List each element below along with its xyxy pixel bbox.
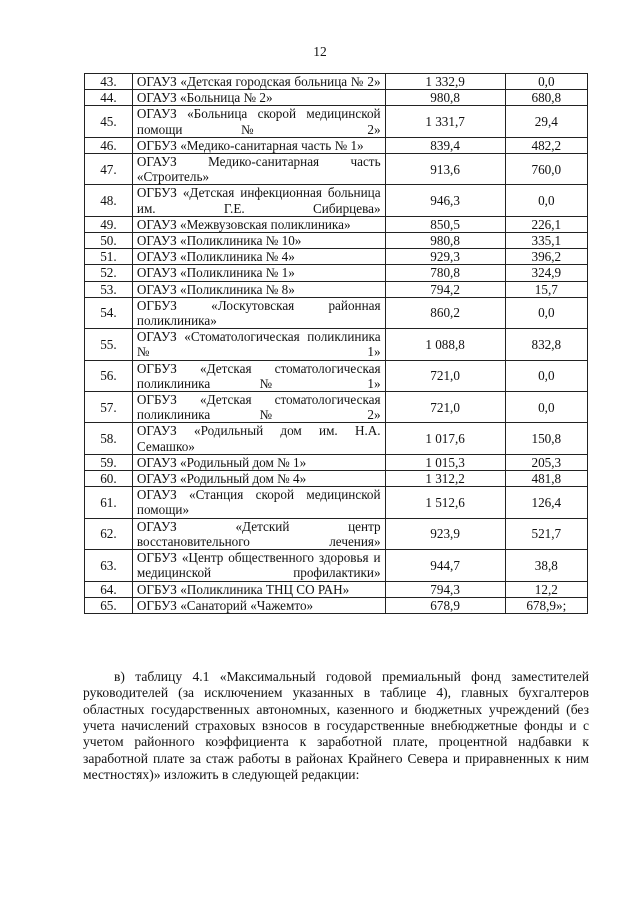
table-row: [85, 154, 588, 185]
value-1: 944,7: [385, 550, 505, 581]
institution-name: ОГАУЗ «Родильный дом № 1»: [132, 454, 385, 470]
value-2: 0,0: [505, 392, 587, 423]
institution-name: ОГБУЗ «Санаторий «Чажемто»: [132, 597, 385, 613]
institution-name: ОГБУЗ «Детская стоматологическая поликлиника № 2»: [132, 392, 385, 423]
value-1: 1 331,7: [385, 106, 505, 137]
value-1: 913,6: [385, 154, 505, 185]
institution-name: ОГАУЗ «Родильный дом им. Н.А. Семашко»: [132, 423, 385, 454]
table-row: [85, 423, 588, 454]
institution-name: ОГАУЗ «Станция скорой медицинской помощи»: [132, 487, 385, 518]
institution-name: ОГБУЗ «Лоскутовская районная поликлиника»: [132, 297, 385, 328]
institution-name: ОГАУЗ «Межвузовская поликлиника»: [132, 216, 385, 232]
value-1: 794,2: [385, 281, 505, 297]
value-2: 521,7: [505, 518, 587, 549]
institution-name: ОГАУЗ «Поликлиника № 1»: [132, 265, 385, 281]
table-row: [85, 297, 588, 328]
value-1: 929,3: [385, 249, 505, 265]
institution-name: ОГАУЗ «Больница № 2»: [132, 90, 385, 106]
row-number: 49.: [85, 216, 133, 232]
row-number: 50.: [85, 233, 133, 249]
value-1: 1 088,8: [385, 329, 505, 360]
value-1: 860,2: [385, 297, 505, 328]
table-row: [85, 249, 588, 265]
table-row: [85, 185, 588, 216]
institution-name: ОГАУЗ «Поликлиника № 10»: [132, 233, 385, 249]
row-number: 65.: [85, 597, 133, 613]
row-number: 52.: [85, 265, 133, 281]
row-number: 60.: [85, 471, 133, 487]
row-number: 45.: [85, 106, 133, 137]
value-2: 226,1: [505, 216, 587, 232]
value-2: 38,8: [505, 550, 587, 581]
institution-name: ОГАУЗ «Детский центр восстановительного лечения»: [132, 518, 385, 549]
row-number: 46.: [85, 137, 133, 153]
institution-name: ОГБУЗ «Центр общественного здоровья и медицинской профилактики»: [132, 550, 385, 581]
value-1: 794,3: [385, 581, 505, 597]
value-2: 0,0: [505, 297, 587, 328]
institution-name: ОГБУЗ «Поликлиника ТНЦ СО РАН»: [132, 581, 385, 597]
value-2: 29,4: [505, 106, 587, 137]
page-number: 12: [313, 44, 327, 59]
row-number: 55.: [85, 329, 133, 360]
table-row: [85, 550, 588, 581]
value-1: 839,4: [385, 137, 505, 153]
institution-name: ОГАУЗ Медико-санитарная часть «Строитель»: [132, 154, 385, 185]
value-2: 760,0: [505, 154, 587, 185]
row-number: 47.: [85, 154, 133, 185]
premium-fund-table: [84, 73, 588, 614]
table-row: [85, 74, 588, 90]
institution-name: ОГАУЗ «Поликлиника № 8»: [132, 281, 385, 297]
value-1: 923,9: [385, 518, 505, 549]
table-row: [85, 518, 588, 549]
row-number: 63.: [85, 550, 133, 581]
paragraph-text: в) таблицу 4.1 «Максимальный годовой премиальный фонд заместителей руководителей (за исключением указанных в таблице 4), главных бухгалтеров областных государственных автономных, казенного и бюджетных учреждений (без учета начислений страховых взносов в государственные внебюджетные фонды и с учетом районного коэффициента к заработной плате, процентной надбавки к заработной плате за стаж работы в районах Крайнего Севера и приравненных к ним местностях)» изложить в следующей редакции:: [83, 669, 589, 783]
value-1: 946,3: [385, 185, 505, 216]
row-number: 44.: [85, 90, 133, 106]
table-row: [85, 137, 588, 153]
row-number: 61.: [85, 487, 133, 518]
institution-name: ОГАУЗ «Стоматологическая поликлиника № 1»: [132, 329, 385, 360]
value-2: 126,4: [505, 487, 587, 518]
value-1: 1 332,9: [385, 74, 505, 90]
institution-name: ОГАУЗ «Поликлиника № 4»: [132, 249, 385, 265]
value-2: 335,1: [505, 233, 587, 249]
value-1: 721,0: [385, 360, 505, 391]
row-number: 48.: [85, 185, 133, 216]
value-1: 850,5: [385, 216, 505, 232]
table-row: [85, 392, 588, 423]
row-number: 53.: [85, 281, 133, 297]
value-1: 1 512,6: [385, 487, 505, 518]
value-2: 324,9: [505, 265, 587, 281]
value-2: 0,0: [505, 74, 587, 90]
institution-name: ОГБУЗ «Медико-санитарная часть № 1»: [132, 137, 385, 153]
value-1: 678,9: [385, 597, 505, 613]
value-2: 680,8: [505, 90, 587, 106]
value-2: 12,2: [505, 581, 587, 597]
row-number: 56.: [85, 360, 133, 391]
table-row: [85, 454, 588, 470]
value-2: 832,8: [505, 329, 587, 360]
table-row: [85, 233, 588, 249]
row-number: 51.: [85, 249, 133, 265]
table-row: [85, 216, 588, 232]
row-number: 54.: [85, 297, 133, 328]
row-number: 58.: [85, 423, 133, 454]
value-1: 780,8: [385, 265, 505, 281]
value-1: 1 312,2: [385, 471, 505, 487]
value-2: 150,8: [505, 423, 587, 454]
value-2: 15,7: [505, 281, 587, 297]
value-2: 396,2: [505, 249, 587, 265]
value-1: 1 015,3: [385, 454, 505, 470]
row-number: 57.: [85, 392, 133, 423]
table-row: [85, 471, 588, 487]
value-1: 980,8: [385, 90, 505, 106]
value-2: 482,2: [505, 137, 587, 153]
value-1: 1 017,6: [385, 423, 505, 454]
table-row: [85, 329, 588, 360]
table-row: [85, 597, 588, 613]
value-1: 721,0: [385, 392, 505, 423]
value-2: 0,0: [505, 185, 587, 216]
table-row: [85, 487, 588, 518]
row-number: 59.: [85, 454, 133, 470]
institution-name: ОГАУЗ «Больница скорой медицинской помощи № 2»: [132, 106, 385, 137]
table-row: [85, 90, 588, 106]
row-number: 43.: [85, 74, 133, 90]
table-row: [85, 360, 588, 391]
institution-name: ОГБУЗ «Детская инфекционная больница им. Г.Е. Сибирцева»: [132, 185, 385, 216]
table-row: [85, 581, 588, 597]
value-2: 481,8: [505, 471, 587, 487]
amendment-paragraph: [83, 669, 589, 783]
institution-name: ОГАУЗ «Родильный дом № 4»: [132, 471, 385, 487]
value-2: 205,3: [505, 454, 587, 470]
table-row: [85, 265, 588, 281]
value-2: 678,9»;: [505, 597, 587, 613]
table-row: [85, 106, 588, 137]
institution-name: ОГАУЗ «Детская городская больница № 2»: [132, 74, 385, 90]
institution-name: ОГБУЗ «Детская стоматологическая поликлиника № 1»: [132, 360, 385, 391]
row-number: 64.: [85, 581, 133, 597]
row-number: 62.: [85, 518, 133, 549]
value-2: 0,0: [505, 360, 587, 391]
value-1: 980,8: [385, 233, 505, 249]
table-row: [85, 281, 588, 297]
